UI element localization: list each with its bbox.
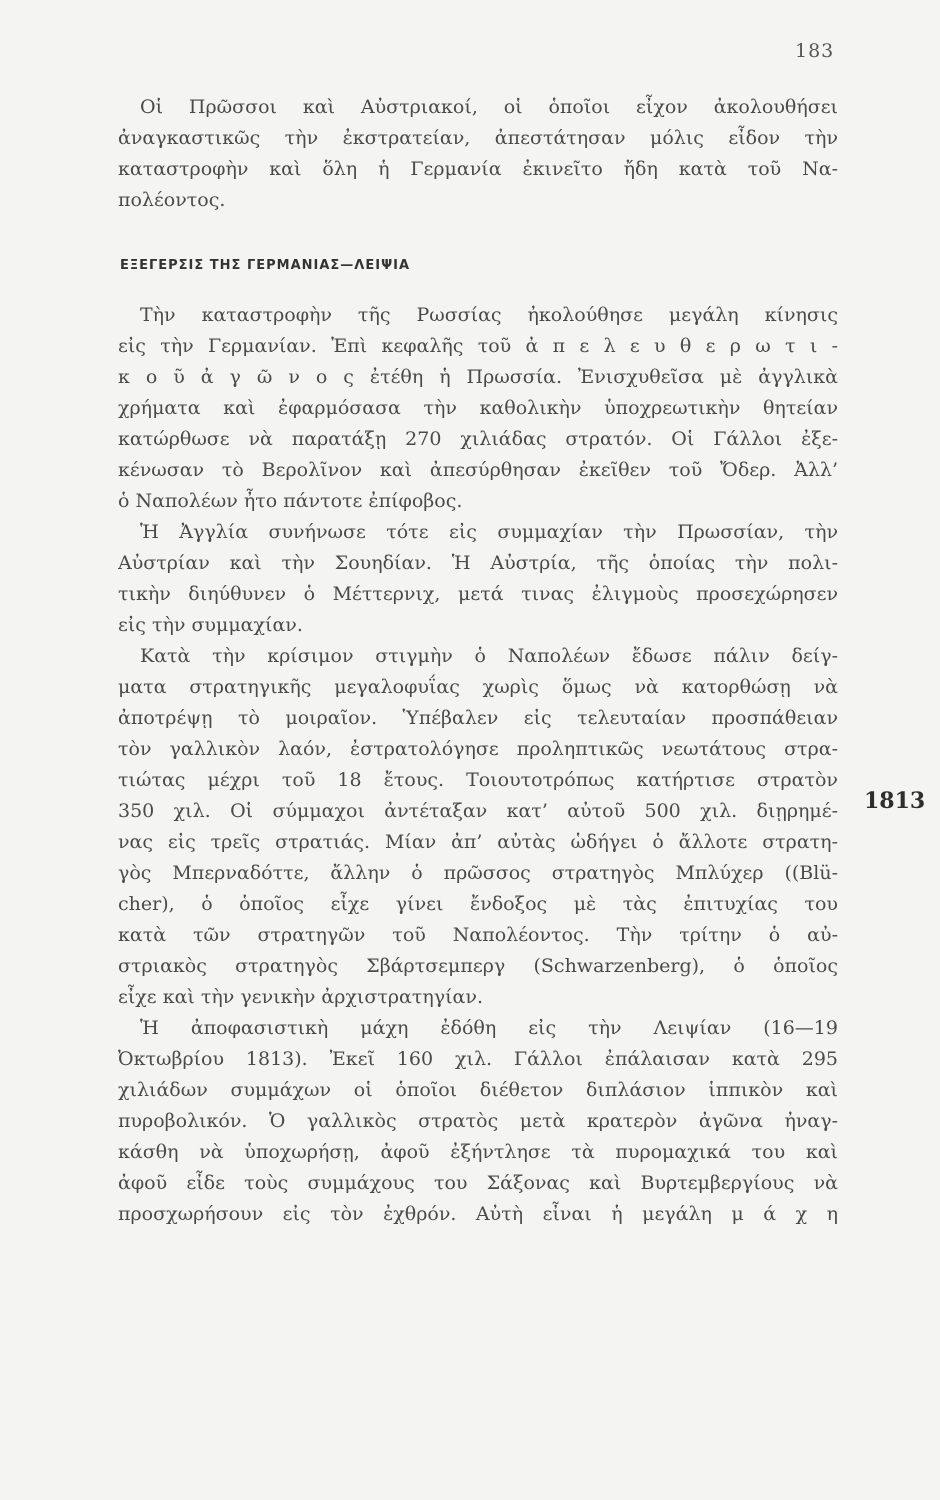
text-line: προσχωρήσουν εἰς τὸν ἐχθρόν. Αὐτὴ εἶναι ἡ μεγάλη μ ά χ η (118, 1203, 838, 1225)
text-line: κ ο ῦ ἀ γ ῶ ν ο ς ἐτέθη ἡ Πρωσσία. Ἐνισχυθεῖσα μὲ ἀγγλικὰ (118, 366, 838, 388)
text-line: Οἱ Πρῶσσοι καὶ Αὐστριακοί, οἱ ὁποῖοι εἶχον ἀκολουθήσει (140, 96, 838, 118)
text-line: τὸν γαλλικὸν λαόν, ἐστρατολόγησε προληπτικῶς νεωτάτους στρα- (118, 738, 838, 760)
text-line: Αὐστρίαν καὶ τὴν Σουηδίαν. Ἡ Αὐστρία, τῆς ὁποίας τὴν πολι- (118, 552, 838, 574)
text-line: τιώτας μέχρι τοῦ 18 ἔτους. Τοιουτοτρόπως κατήρτισε στρατὸν (118, 769, 838, 791)
paragraph-intro (118, 92, 838, 216)
text-line: Ὀκτωβρίου 1813). Ἐκεῖ 160 χιλ. Γάλλοι ἐπάλαισαν κατὰ 295 (118, 1048, 838, 1070)
page-number: 183 (795, 40, 835, 62)
text-line: χρήματα καὶ ἐφαρμόσασα τὴν καθολικὴν ὑποχρεωτικὴν θητείαν (118, 397, 838, 419)
text-line: κένωσαν τὸ Βερολῖνον καὶ ἀπεσύρθησαν ἐκεῖθεν τοῦ Ὄδερ. Ἀλλ’ (118, 459, 838, 481)
text-line: καταστροφὴν καὶ ὅλη ἡ Γερμανία ἐκινεῖτο ἤδη κατὰ τοῦ Να- (118, 158, 838, 180)
text-line: ἀφοῦ εἶδε τοὺς συμμάχους του Σάξονας καὶ Βυρτεμβεργίους νὰ (118, 1172, 838, 1194)
text-line: cher), ὁ ὁποῖος εἶχε γίνει ἔνδοξος μὲ τὰς ἐπιτυχίας του (118, 893, 838, 915)
text-line: Τὴν καταστροφὴν τῆς Ρωσσίας ἠκολούθησε μεγάλη κίνησις (140, 304, 838, 326)
text-line: κάσθη νὰ ὑποχωρήσῃ, ἀφοῦ ἐξήντλησε τὰ πυρομαχικά του καὶ (118, 1141, 838, 1163)
text-line: Κατὰ τὴν κρίσιμον στιγμὴν ὁ Ναπολέων ἔδωσε πάλιν δείγ- (140, 645, 838, 667)
text-line: κατώρθωσε νὰ παρατάξῃ 270 χιλιάδας στρατόν. Οἱ Γάλλοι ἐξε- (118, 428, 838, 450)
margin-year-note: 1813 (864, 788, 926, 814)
text-line: 350 χιλ. Οἱ σύμμαχοι ἀντέταξαν κατ’ αὐτοῦ 500 χιλ. διῃρημέ- (118, 800, 838, 822)
section-body (118, 300, 838, 1230)
text-line: ματα στρατηγικῆς μεγαλοφυΐας χωρὶς ὅμως νὰ κατορθώσῃ νὰ (118, 676, 838, 698)
text-line: πυροβολικόν. Ὁ γαλλικὸς στρατὸς μετὰ κρατερὸν ἀγῶνα ἠναγ- (118, 1110, 838, 1132)
text-line: χιλιάδων συμμάχων οἱ ὁποῖοι διέθετον διπλάσιον ἱππικὸν καὶ (118, 1079, 838, 1101)
text-line: εἶχε καὶ τὴν γενικὴν ἀρχιστρατηγίαν. (118, 986, 483, 1008)
text-line: πολέοντος. (118, 189, 226, 211)
text-line: κατὰ τῶν στρατηγῶν τοῦ Ναπολέοντος. Τὴν τρίτην ὁ αὐ- (118, 924, 838, 946)
text-line: Ἡ ἀποφασιστικὴ μάχη ἐδόθη εἰς τὴν Λειψίαν (16—19 (140, 1017, 838, 1039)
text-line: τικὴν διηύθυνεν ὁ Μέττερνιχ, μετά τινας ἐλιγμοὺς προσεχώρησεν (118, 583, 838, 605)
text-line: νας εἰς τρεῖς στρατιάς. Μίαν ἀπ’ αὐτὰς ὡδήγει ὁ ἄλλοτε στρατη- (118, 831, 838, 853)
text-line: εἰς τὴν συμμαχίαν. (118, 614, 303, 636)
text-line: ὁ Ναπολέων ἦτο πάντοτε ἐπίφοβος. (118, 490, 463, 512)
text-line: εἰς τὴν Γερμανίαν. Ἐπὶ κεφαλῆς τοῦ ἀ π ε λ ε υ θ ε ρ ω τ ι - (118, 335, 838, 357)
text-line: στριακὸς στρατηγὸς Σβάρτσεμπεργ (Schwarzenberg), ὁ ὁποῖος (118, 955, 838, 977)
text-line: Ἡ Ἀγγλία συνήνωσε τότε εἰς συμμαχίαν τὴν Πρωσσίαν, τὴν (140, 521, 838, 543)
text-line: ἀποτρέψῃ τὸ μοιραῖον. Ὑπέβαλεν εἰς τελευταίαν προσπάθειαν (118, 707, 838, 729)
section-heading: ΕΞΕΓΕΡΣΙΣ ΤΗΣ ΓΕΡΜΑΝΙΑΣ—ΛΕΙΨΙΑ (120, 258, 411, 273)
text-line: γὸς Μπερναδόττε, ἄλλην ὁ πρῶσσος στρατηγὸς Μπλύχερ ((Blü- (118, 862, 838, 884)
text-line: ἀναγκαστικῶς τὴν ἐκστρατείαν, ἀπεστάτησαν μόλις εἶδον τὴν (118, 127, 838, 149)
